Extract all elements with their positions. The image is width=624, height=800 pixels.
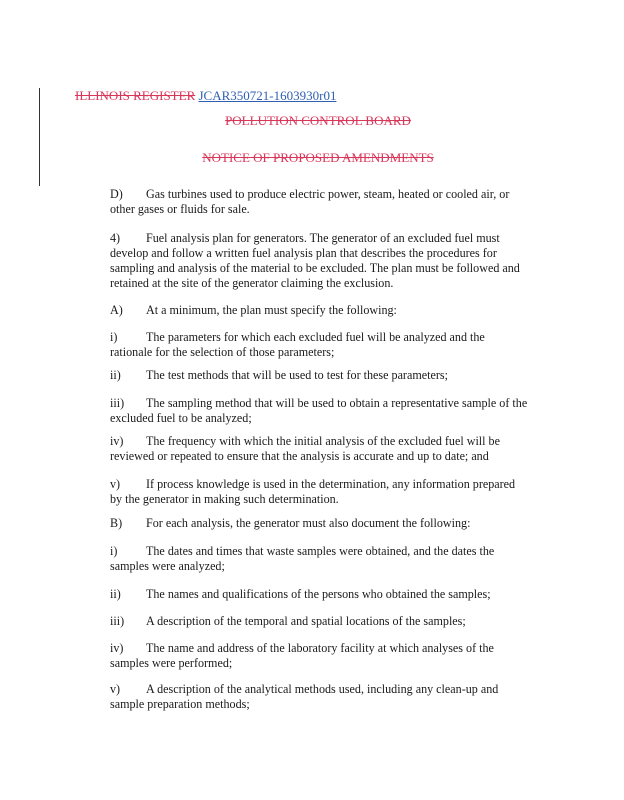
paragraph-label: A) <box>110 303 123 317</box>
paragraph <box>110 187 530 217</box>
paragraph-text: The parameters for which each excluded fuel will be analyzed and the rationale for the selection of those parameters; <box>110 330 485 359</box>
paragraph-text: A description of the analytical methods used, including any clean-up and sample preparation methods; <box>110 682 499 711</box>
register-title-deleted: ILLINOIS REGISTER <box>75 88 196 103</box>
paragraph-label: D) <box>110 187 123 201</box>
paragraph-label: i) <box>110 544 118 558</box>
notice-title-deleted: NOTICE OF PROPOSED AMENDMENTS <box>202 150 434 165</box>
paragraph <box>110 477 530 507</box>
paragraph <box>110 516 530 531</box>
paragraph-label: ii) <box>110 368 121 382</box>
paragraph <box>110 330 530 360</box>
paragraph-text: Gas turbines used to produce electric power, steam, heated or cooled air, or other gases or fluids for sale. <box>110 187 510 216</box>
paragraph <box>110 587 530 602</box>
paragraph <box>110 682 530 712</box>
paragraph-label: B) <box>110 516 123 530</box>
paragraph-label: iii) <box>110 396 125 410</box>
paragraph-text: The sampling method that will be used to obtain a representative sample of the excluded fuel to be analyzed; <box>110 396 528 425</box>
register-header <box>75 88 336 104</box>
paragraph <box>110 231 530 291</box>
paragraph <box>110 396 530 426</box>
paragraph-text: The frequency with which the initial analysis of the excluded fuel will be reviewed or repeated to ensure that the analysis is accurate and up to date; and <box>110 434 500 463</box>
paragraph-label: ii) <box>110 587 121 601</box>
board-title-deleted: POLLUTION CONTROL BOARD <box>225 113 411 128</box>
paragraph-text: Fuel analysis plan for generators. The generator of an excluded fuel must develop and follow a written fuel analysis plan that describes the procedures for sampling and analysis of the material to be excluded. The plan must be followed and retained at the site of the generator claiming the exclusion. <box>110 231 520 290</box>
paragraph-text: For each analysis, the generator must also document the following: <box>146 516 471 530</box>
paragraph <box>110 614 530 629</box>
paragraph <box>110 368 530 383</box>
paragraph-label: iv) <box>110 434 124 448</box>
paragraph-label: 4) <box>110 231 121 245</box>
paragraph-label: iv) <box>110 641 124 655</box>
paragraph <box>110 544 530 574</box>
paragraph-label: v) <box>110 477 121 491</box>
paragraph-label: i) <box>110 330 118 344</box>
paragraph <box>110 641 530 671</box>
paragraph-text: The dates and times that waste samples were obtained, and the dates the samples were analyzed; <box>110 544 495 573</box>
paragraph-label: iii) <box>110 614 125 628</box>
paragraph <box>110 303 530 318</box>
paragraph-text: At a minimum, the plan must specify the following: <box>146 303 397 317</box>
revision-change-bar <box>39 88 40 186</box>
paragraph-text: A description of the temporal and spatial locations of the samples; <box>146 614 466 628</box>
paragraph-text: The test methods that will be used to test for these parameters; <box>146 368 448 382</box>
jcar-id-inserted: JCAR350721-1603930r01 <box>198 88 337 103</box>
paragraph <box>110 434 530 464</box>
paragraph-text: If process knowledge is used in the determination, any information prepared by the generator in making such determination. <box>110 477 516 506</box>
paragraph-text: The names and qualifications of the persons who obtained the samples; <box>146 587 491 601</box>
paragraph-text: The name and address of the laboratory facility at which analyses of the samples were performed; <box>110 641 494 670</box>
paragraph-label: v) <box>110 682 121 696</box>
